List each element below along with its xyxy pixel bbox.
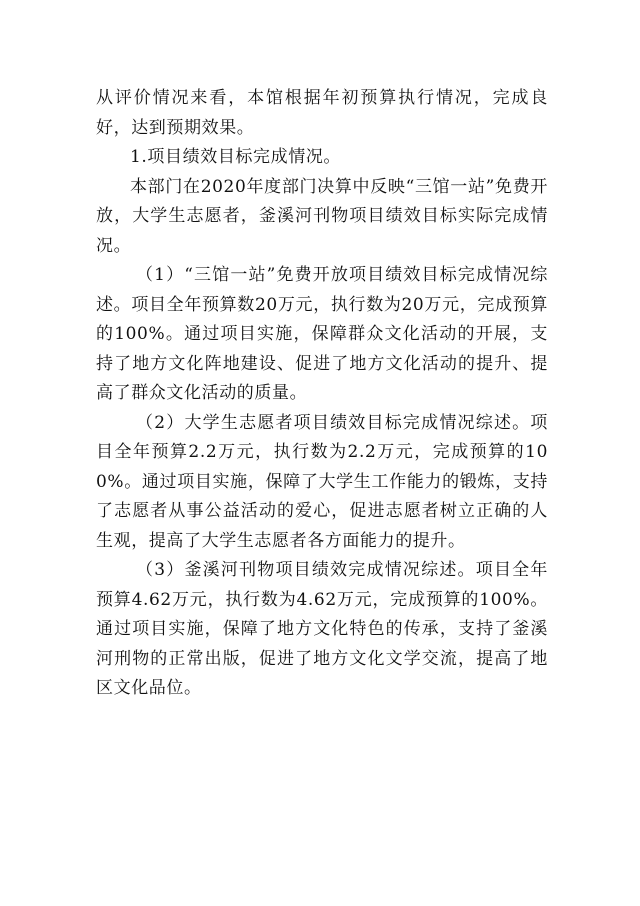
intro-paragraph: 从评价情况来看，本馆根据年初预算执行情况，完成良好，达到预期效果。 [96, 88, 548, 138]
item-paragraph-2: （2）大学生志愿者项目绩效目标完成情况综述。项目全年预算2.2万元，执行数为2.2万元，完成预算的100%。通过项目实施，保障了大学生工作能力的锻炼，支持了志愿者从事公益活动的爱心，促进志愿者树立正确的人生观，提高了大学生志愿者各方面能力的提升。 [96, 412, 548, 551]
section-heading: 1.项目绩效目标完成情况。 [130, 147, 342, 167]
section-intro-paragraph: 本部门在2020年度部门决算中反映“三馆一站”免费开放，大学生志愿者，釜溪河刊物项目绩效目标实际完成情况。 [96, 176, 548, 256]
item-paragraph-1: （1）“三馆一站”免费开放项目绩效目标完成情况综述。项目全年预算数20万元，执行数为20万元，完成预算的100%。通过项目实施，保障群众文化活动的开展，支持了地方文化阵地建设、促进了地方文化活动的提升、提高了群众文化活动的质量。 [96, 265, 548, 403]
item-paragraph-3: （3）釜溪河刊物项目绩效完成情况综述。项目全年预算4.62万元，执行数为4.62万元，完成预算的100%。通过项目实施，保障了地方文化特色的传承，支持了釜溪河刑物的正常出版，促进了地方文化文学交流，提高了地区文化品位。 [96, 560, 548, 698]
document-body [96, 84, 548, 704]
